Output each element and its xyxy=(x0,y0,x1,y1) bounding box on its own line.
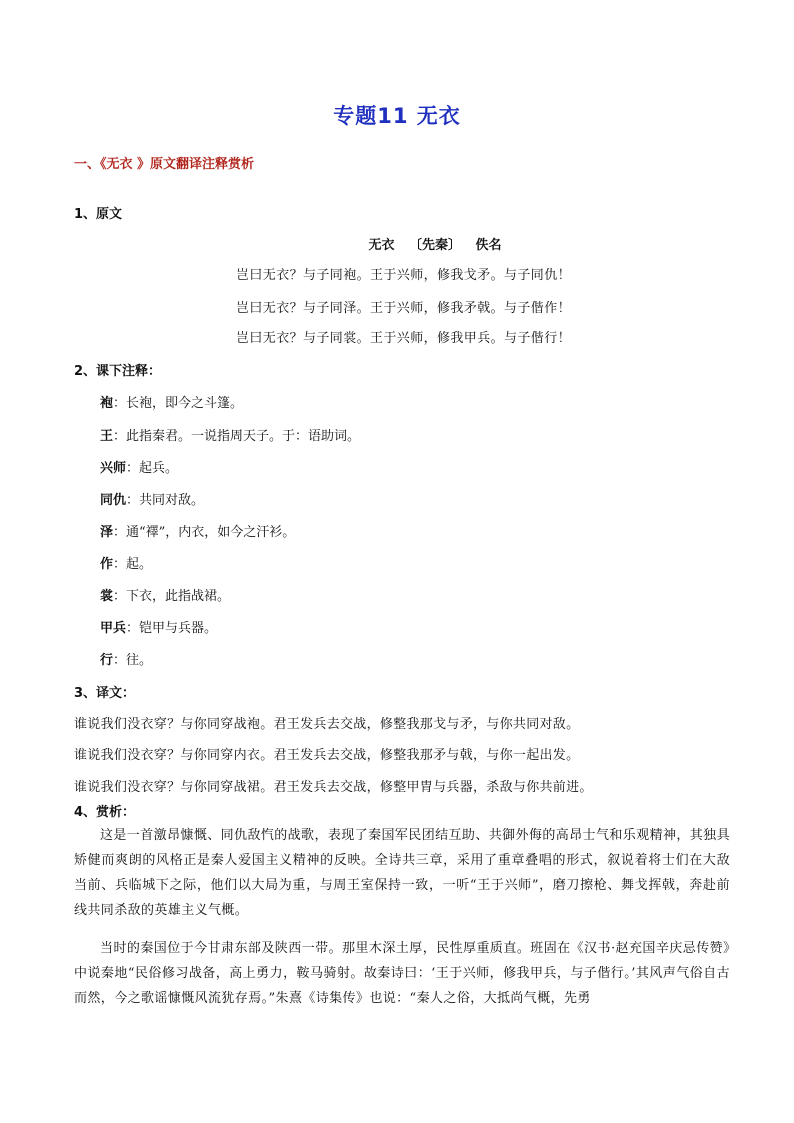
section-heading: 一、《无衣 》原文翻译注释赏析 xyxy=(74,157,255,172)
note-term: 袍 xyxy=(100,396,114,411)
note-text: ：长袍，即今之斗篷。 xyxy=(113,396,244,411)
note-term: 裳 xyxy=(100,589,114,604)
poem-title: 无衣 〔先秦〕 佚名 xyxy=(368,238,502,253)
note-term: 兴师 xyxy=(100,461,127,476)
note-term: 王 xyxy=(100,429,114,444)
original-heading: 1、原文 xyxy=(74,207,123,222)
poem-line: 岂曰无衣？与子同袍。王于兴师，修我戈矛。与子同仇！ xyxy=(236,268,572,283)
note-text: ：通“襗”，内衣，如今之汗衫。 xyxy=(113,525,296,540)
notes-heading: 2、课下注释： xyxy=(74,364,162,379)
appreciation-paragraph: 这是一首激昂慷慨、同仇敌忾的战歌，表现了秦国军民团结互助、共御外侮的高昂士气和乐观精神，其独具矫健而爽朗的风格正是秦人爱国主义精神的反映。全诗共三章，采用了重章叠唱的形式，叙说着将士们在大敌当前、兵临城下之际，他们以大局为重，与周王室保持一致，一听“王于兴师”，磨刀擦枪、舞戈挥戟，奔赴前线共同杀敌的英雄主义气概。 xyxy=(74,828,730,918)
translation-line: 谁说我们没衣穿？与你同穿内衣。君王发兵去交战，修整我那矛与戟，与你一起出发。 xyxy=(74,748,580,763)
note-text: ：此指秦君。一说指周天子。于：语助词。 xyxy=(113,429,361,444)
note-item xyxy=(100,521,295,540)
note-item xyxy=(100,457,178,476)
poem-line: 岂曰无衣？与子同泽。王于兴师，修我矛戟。与子偕作！ xyxy=(236,301,572,316)
note-text: ：共同对敌。 xyxy=(126,493,205,508)
translation-line: 谁说我们没衣穿？与你同穿战袍。君王发兵去交战，修整我那戈与矛，与你共同对敌。 xyxy=(74,717,580,732)
note-term: 甲兵 xyxy=(100,621,127,636)
note-text: ：起。 xyxy=(113,557,153,572)
note-item xyxy=(100,617,217,636)
note-item xyxy=(100,425,360,444)
note-term: 同仇 xyxy=(100,493,127,508)
note-item xyxy=(100,489,204,508)
note-item xyxy=(100,649,152,668)
appreciation-heading: 4、赏析： xyxy=(74,805,136,820)
note-item xyxy=(100,553,152,572)
poem-line: 岂曰无衣？与子同裳。王于兴师，修我甲兵。与子偕行！ xyxy=(236,331,572,346)
note-term: 泽 xyxy=(100,525,114,540)
note-term: 作 xyxy=(100,557,114,572)
note-text: ：铠甲与兵器。 xyxy=(126,621,218,636)
page-title: 专题11 无衣 xyxy=(333,104,461,128)
appreciation-paragraph: 当时的秦国位于今甘肃东部及陕西一带。那里木深土厚，民性厚重质直。班固在《汉书·赵充国辛庆忌传赞》中说秦地“民俗修习战备，高上勇力，鞍马骑射。故秦诗曰：‘王于兴师，修我甲兵，与子偕行。’其风声气俗自古而然，今之歌谣慷慨风流犹存焉。”朱熹《诗集传》也说：“秦人之俗，大抵尚气概，先勇 xyxy=(74,941,730,1006)
translation-heading: 3、译文： xyxy=(74,686,136,701)
note-item xyxy=(100,585,230,604)
note-item xyxy=(100,392,243,411)
note-text: ：往。 xyxy=(113,653,153,668)
note-text: ：起兵。 xyxy=(126,461,179,476)
translation-line: 谁说我们没衣穿？与你同穿战裙。君王发兵去交战，修整甲胄与兵器，杀敌与你共前进。 xyxy=(74,780,593,795)
note-text: ：下衣，此指战裙。 xyxy=(113,589,231,604)
note-term: 行 xyxy=(100,653,114,668)
